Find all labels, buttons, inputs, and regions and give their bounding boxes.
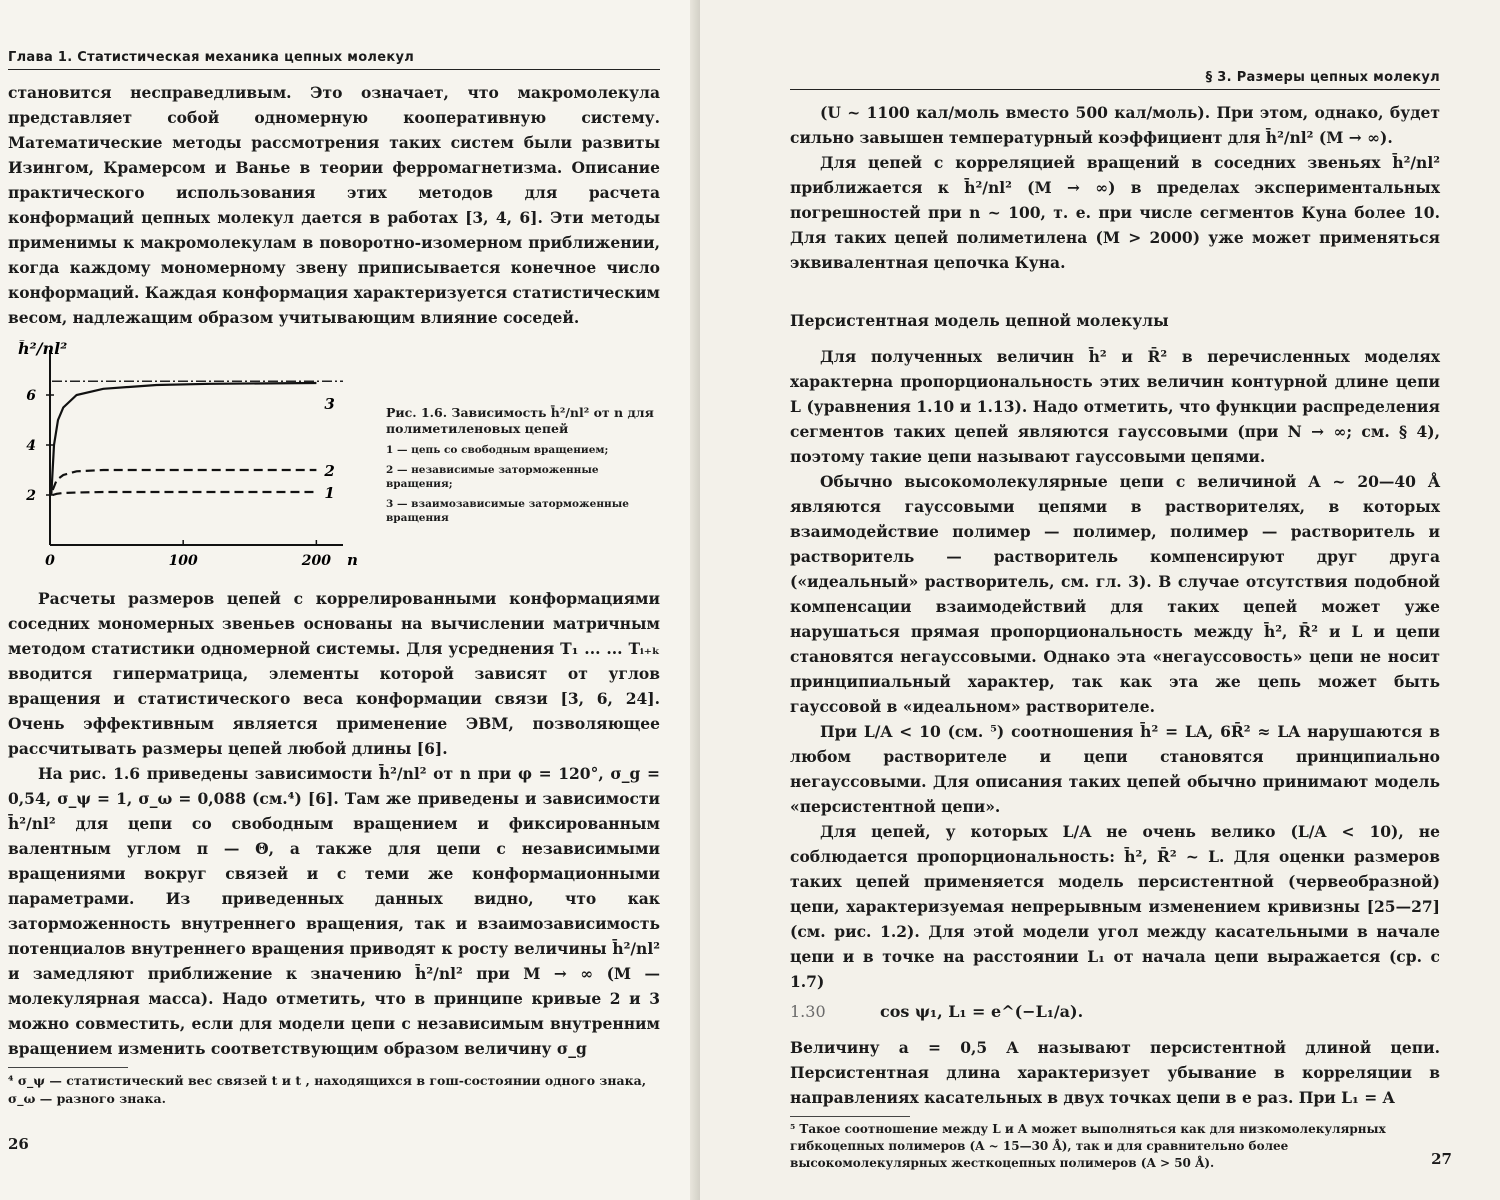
y-tick-label: 4 [26,438,36,454]
paragraph: Для полученных величин h̄² и R̄² в перечисленных моделях характерна пропорциональность этих величин контурной длине цепи L (уравнения 1.10 и 1.13). Надо отметить, что функции распределения сегментов таких цепей являются гауссовыми (при N → ∞; см. § 4), поэтому такие цепи называют гауссовыми цепями. [790,347,1440,466]
section-title: Персистентная модель цепной молекулы [790,311,1169,330]
legend-entry-1: 1 — цепь со свободным вращением; [386,444,609,456]
equation [790,1002,1440,1021]
paragraph: Обычно высокомолекулярные цепи с величиной A ~ 20—40 Å являются гауссовыми цепями в растворителях, в которых взаимодействие полимер — полимер, полимер — растворитель и растворитель — растворитель компенсируют друг друга («идеальный» растворитель, см. гл. 3). В случае отсутствия подобной компенсации взаимодействий для таких цепей может уже нарушаться прямая пропорциональность между h̄², R̄² и L и цепи становятся негауссовыми. Однако эта «негауссовость» цепи не носит принципиальный характер, так как эта же цепь может быть гауссовой в «идеальном» растворителе. [790,472,1440,716]
series-2-label: 2 [324,462,335,480]
legend-entry-3: 3 — взаимозависимые заторможенные вращения [386,498,629,524]
x-tick-label: 0 [45,553,55,569]
x-tick-label: 100 [168,553,198,569]
caption-title: Рис. 1.6. Зависимость h̄²/nl² от n для полиметиленовых цепей [386,405,654,436]
figure-caption [386,405,660,525]
page-number: 27 [1431,1150,1452,1168]
series-1-label: 1 [324,484,335,502]
x-tick-label: 200 [301,553,331,569]
y-tick-label: 2 [26,488,36,504]
y-axis-label: h̄²/nl² [18,340,68,358]
footnote: ⁵ Такое соотношение между L и A может выполняться как для низкомолекулярных гибкоцепных полимеров (A ~ 15—30 Å), так и для сравнительно более высокомолекулярных жесткоцепных полимеров (A > 50 Å). [790,1122,1386,1170]
chart [8,340,358,580]
paragraph: Расчеты размеров цепей с коррелированными конформациями соседних мономерных звеньев основаны на вычислении матричным методом статистики одномерной системы. Для усреднения T₁ ... ... Tᵢ₊ₖ вводится гиперматрица, элементы которой зависят от углов вращения и статистического веса конформации связи [3, 6, 24]. Очень эффективным является применение ЭВМ, позволяющее рассчитывать размеры цепей любой длины [6]. [8,589,660,758]
series-2-line [53,470,317,490]
figure-1-6 [8,340,660,580]
footnote: ⁴ σ_ψ — статистический вес связей t и t , находящихся в гош-состоянии одного знака, σ_ω — разного знака. [8,1073,647,1106]
left-page [0,0,690,1200]
paragraph: (U ~ 1100 кал/моль вместо 500 кал/моль). При этом, однако, будет сильно завышен температурный коэффициент для h̄²/nl² (M → ∞). [790,103,1440,147]
footnote-rule [8,1067,128,1068]
footnote-rule [790,1116,910,1117]
paragraph: При L/A < 10 (см. ⁵) соотношения h̄² = LA, 6R̄² ≈ LA нарушаются в любом растворителе и цепи становятся принципиально негауссовыми. Для описания таких цепей обычно принимают модель «персистентной цепи». [790,722,1440,816]
series-1-line [53,492,317,495]
series-3-line [51,383,316,495]
equation-body: cos ψ₁, L₁ = e^(−L₁/a). [880,1002,1084,1021]
paragraph: Величину a = 0,5 A называют персистентной длиной цепи. Персистентная длина характеризует убывание в корреляции в направлениях касательных в двух точках цепи в e раз. При L₁ = A [790,1038,1440,1107]
page-number: 26 [8,1135,29,1153]
legend-entry-2: 2 — независимые заторможенные вращения; [386,464,599,490]
equation-number: 1.30 [790,1002,826,1021]
paragraph: Для цепей с корреляцией вращений в соседних звеньях h̄²/nl² приближается к h̄²/nl² (M → ∞) в пределах экспериментальных погрешностей при n ~ 100, т. е. при числе сегментов Куна более 10. Для таких цепей полиметилена (M > 2000) уже может применяться эквивалентная цепочка Куна. [790,153,1440,272]
right-page [700,0,1500,1200]
running-head: Глава 1. Статистическая механика цепных молекул [8,50,660,70]
x-axis-label: n [347,551,358,569]
paragraph: становится несправедливым. Это означает, что макромолекула представляет собой одномерную кооперативную систему. Математические методы рассмотрения таких систем были развиты Изингом, Крамерсом и Ванье в теории ферромагнетизма. Описание практического использования этих методов для расчета конформаций цепных молекул дается в работах [3, 4, 6]. Эти методы применимы к макромолекулам в поворотно-изомерном приближении, когда каждому мономерному звену приписывается конечное число конформаций. Каждая конформация характеризуется статистическим весом, надлежащим образом учитывающим влияние соседей. [8,83,660,327]
series-3-label: 3 [324,395,335,413]
paragraph: Для цепей, у которых L/A не очень велико (L/A < 10), не соблюдается пропорциональность: h̄², R̄² ~ L. Для оценки размеров таких цепей применяется модель персистентной (червеобразной) цепи, характеризуемая непрерывным изменением кривизны [25—27] (см. рис. 1.2). Для этой модели угол между касательными в начале цепи и в точке на расстоянии L₁ от начала цепи выражается (ср. с 1.7) [790,822,1440,991]
paragraph: На рис. 1.6 приведены зависимости h̄²/nl² от n при φ = 120°, σ_g = 0,54, σ_ψ = 1, σ_ω = 0,088 (см.⁴) [6]. Там же приведены и зависимости h̄²/nl² для цепи со свободным вращением и фиксированным валентным углом π — Θ, а также для цепи с независимыми вращениями вокруг связей и с теми же конформационными параметрами. Из приведенных данных видно, что как заторможенность внутреннего вращения, так и взаимозависимость потенциалов внутреннего вращения приводят к росту величины h̄²/nl² и замедляют приближение к значению h̄²/nl² при M → ∞ (M — молекулярная масса). Надо отметить, что в принципе кривые 2 и 3 можно совместить, если для модели цепи с независимым внутренним вращением изменить соответствующим образом величину σ_g [8,764,660,1058]
running-head: § 3. Размеры цепных молекул [790,70,1440,90]
y-tick-label: 6 [26,388,36,404]
